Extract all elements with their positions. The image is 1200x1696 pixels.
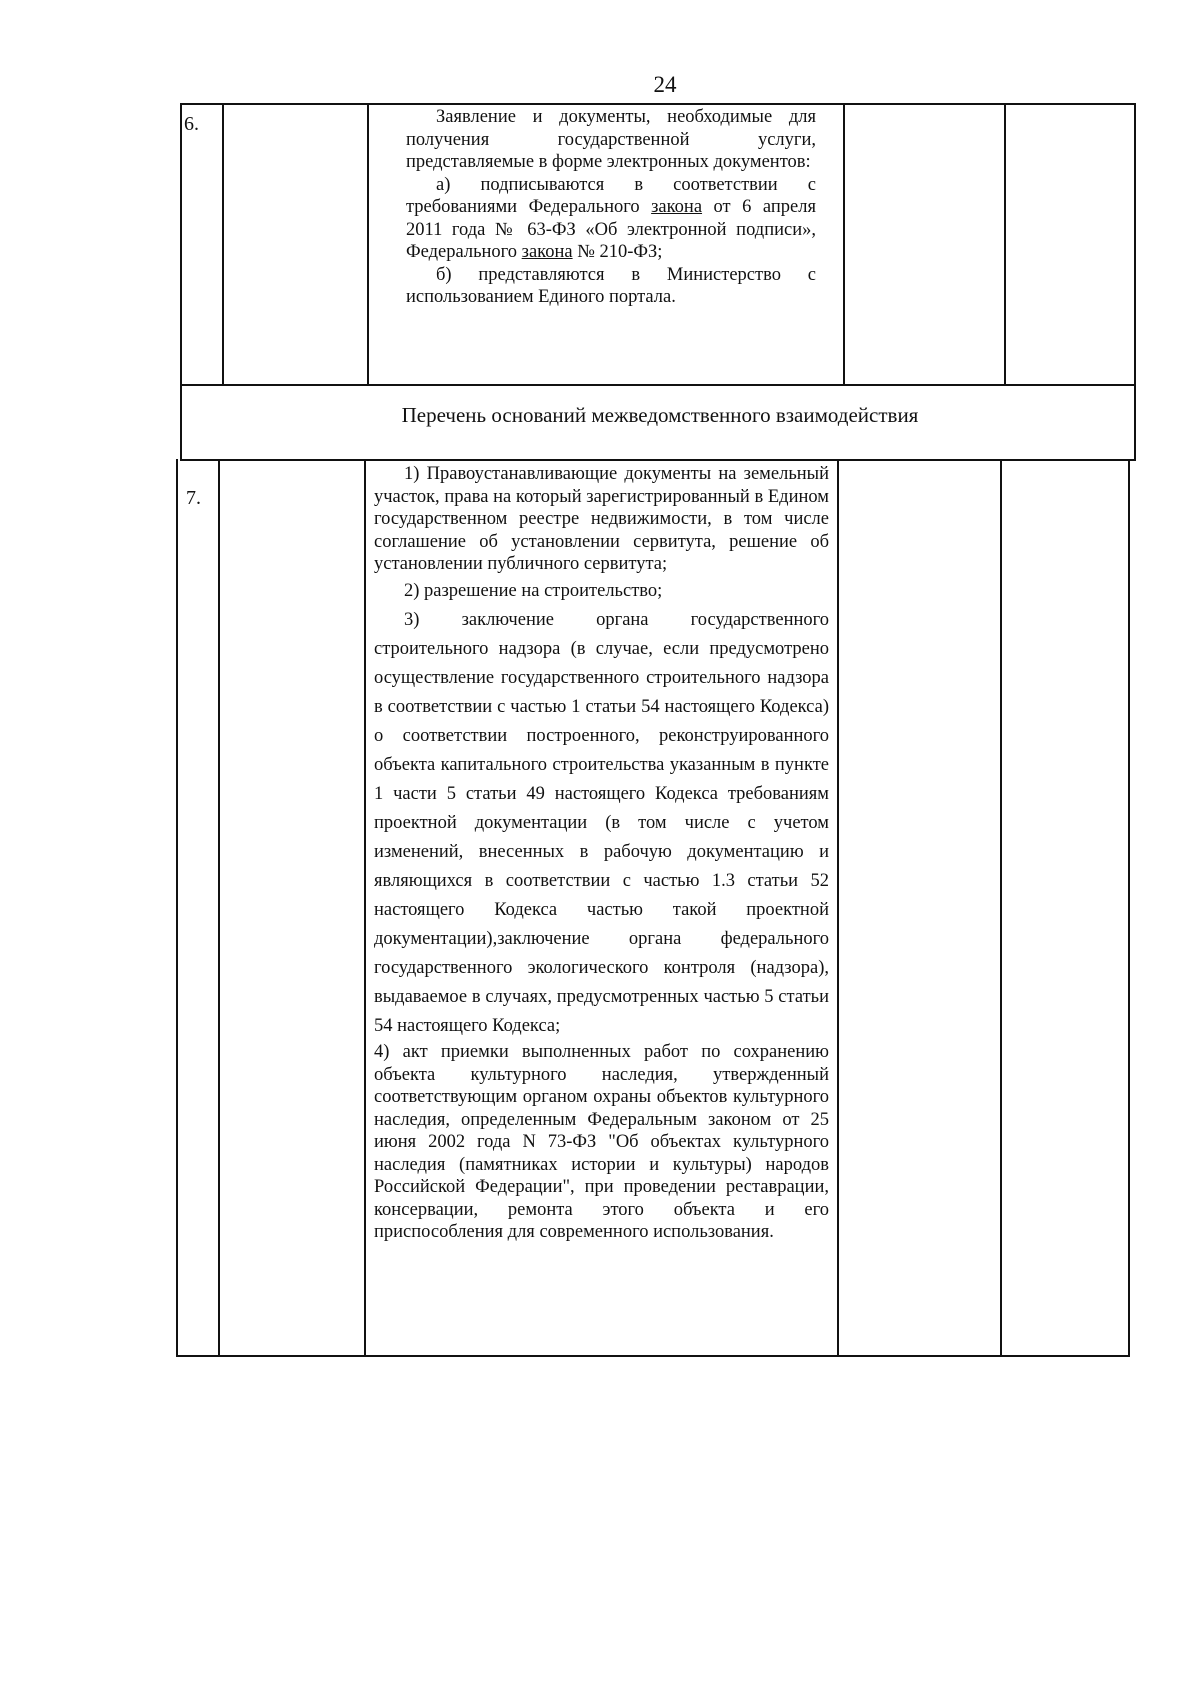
paragraph: 4) акт приемки выполненных работ по сохранению объекта культурного наследия, утвержденный соответствующим органом охраны объектов культурного наследия, определенным Федеральным законом от 25 июня 2002 года N 73-ФЗ "Об объектах культурного наследия (памятниках истории и культуры) народов Российской Федерации", при проведении реставрации, консервации, ремонта этого объекта и его приспособления для современного использования. xyxy=(374,1042,829,1242)
paragraph: 1) Правоустанавливающие документы на земельный участок, права на который зарегистрированный в Едином государственном реестре недвижимости, в том числе соглашение об установлении сервитута, решение об установлении публичного сервитута; xyxy=(374,464,829,574)
table-right-border xyxy=(1128,459,1130,1357)
column-divider xyxy=(843,103,845,386)
row-7-text xyxy=(374,463,829,1244)
law-link[interactable]: закона xyxy=(651,197,703,217)
paragraph: Заявление и документы, необходимые для получения государственной услуги, представляемые в форме электронных документов: xyxy=(406,107,816,172)
row-6-text xyxy=(406,106,816,309)
column-divider xyxy=(218,459,220,1357)
paragraph: а) подписываются в соответствии с требованиями Федерального закона от 6 апреля 2011 года № 63-ФЗ «Об электронной подписи», Федерального закона № 210-ФЗ; xyxy=(406,174,816,262)
page-number: 24 xyxy=(653,72,677,97)
law-link[interactable]: закона xyxy=(521,242,573,262)
column-divider xyxy=(364,459,366,1357)
column-divider xyxy=(367,103,369,386)
column-divider xyxy=(837,459,839,1357)
paragraph: 3) заключение органа государственного строительного надзора (в случае, если предусмотрено осуществление государственного строительного надзора в соответствии с частью 1 статьи 54 настоящего Кодекса) о соответствии построенного, реконструированного объекта капитального строительства указанным в пункте 1 части 5 статьи 49 настоящего Кодекса требованиям проектной документации (в том числе с учетом изменений, внесенных в рабочую документацию и являющихся в соответствии с частью 1.3 статьи 52 настоящего Кодекса частью такой проектной документации),заключение органа федерального государственного экологического контроля (надзора), выдаваемое в случаях, предусмотренных частью 5 статьи 54 настоящего Кодекса; xyxy=(374,610,829,1036)
paragraph: 2) разрешение на строительство; xyxy=(404,580,663,601)
row-number: 6. xyxy=(184,113,199,135)
column-divider xyxy=(1000,459,1002,1357)
row-divider xyxy=(180,384,1136,386)
row-divider xyxy=(180,459,1136,461)
column-divider xyxy=(222,103,224,386)
table-left-border xyxy=(176,459,178,1357)
table-top-border xyxy=(180,103,1136,105)
paragraph: б) представляются в Министерство с использованием Единого портала. xyxy=(406,264,816,307)
row-number: 7. xyxy=(186,487,201,509)
section-heading: Перечень оснований межведомственного взаимодействия xyxy=(401,403,919,427)
table-bottom-border xyxy=(176,1355,1130,1357)
column-divider xyxy=(1004,103,1006,386)
